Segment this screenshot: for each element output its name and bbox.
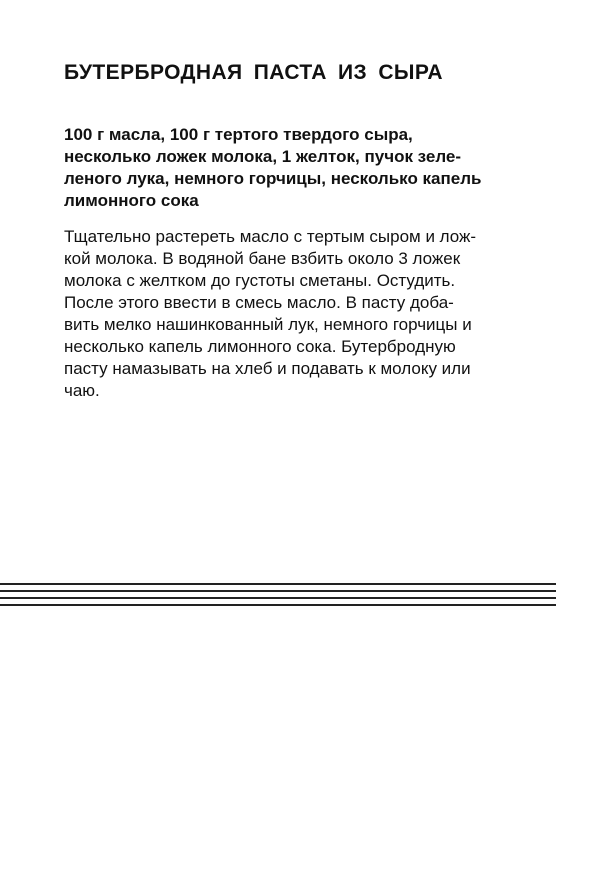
- method-line: вить мелко нашинкованный лук, немного горчицы и: [64, 315, 472, 334]
- decorative-rule: [0, 590, 556, 592]
- method-line: Тщательно растереть масло с тертым сыром и лож-: [64, 227, 477, 246]
- ingredients-line: несколько ложек молока, 1 желток, пучок зеле-: [64, 147, 462, 166]
- method-line: несколько капель лимонного сока. Бутербродную: [64, 337, 456, 356]
- decorative-rules: [0, 583, 556, 607]
- method-line: пасту намазывать на хлеб и подавать к молоку или: [64, 359, 471, 378]
- ingredients-list: [64, 124, 564, 212]
- decorative-rule: [0, 604, 556, 606]
- ingredients-line: леного лука, немного горчицы, несколько капель: [64, 169, 482, 188]
- ingredients-line: 100 г масла, 100 г тертого твердого сыра,: [64, 125, 413, 144]
- method-line: кой молока. В водяной бане взбить около 3 ложек: [64, 249, 461, 268]
- recipe-title: БУТЕРБРОДНАЯ ПАСТА ИЗ СЫРА: [64, 61, 443, 84]
- method-text: [64, 226, 564, 402]
- method-line: После этого ввести в смесь масло. В пасту доба-: [64, 293, 454, 312]
- method-line: молока с желтком до густоты сметаны. Остудить.: [64, 271, 456, 290]
- method-line: чаю.: [64, 381, 100, 400]
- decorative-rule: [0, 583, 556, 585]
- decorative-rule: [0, 597, 556, 599]
- ingredients-line: лимонного сока: [64, 191, 199, 210]
